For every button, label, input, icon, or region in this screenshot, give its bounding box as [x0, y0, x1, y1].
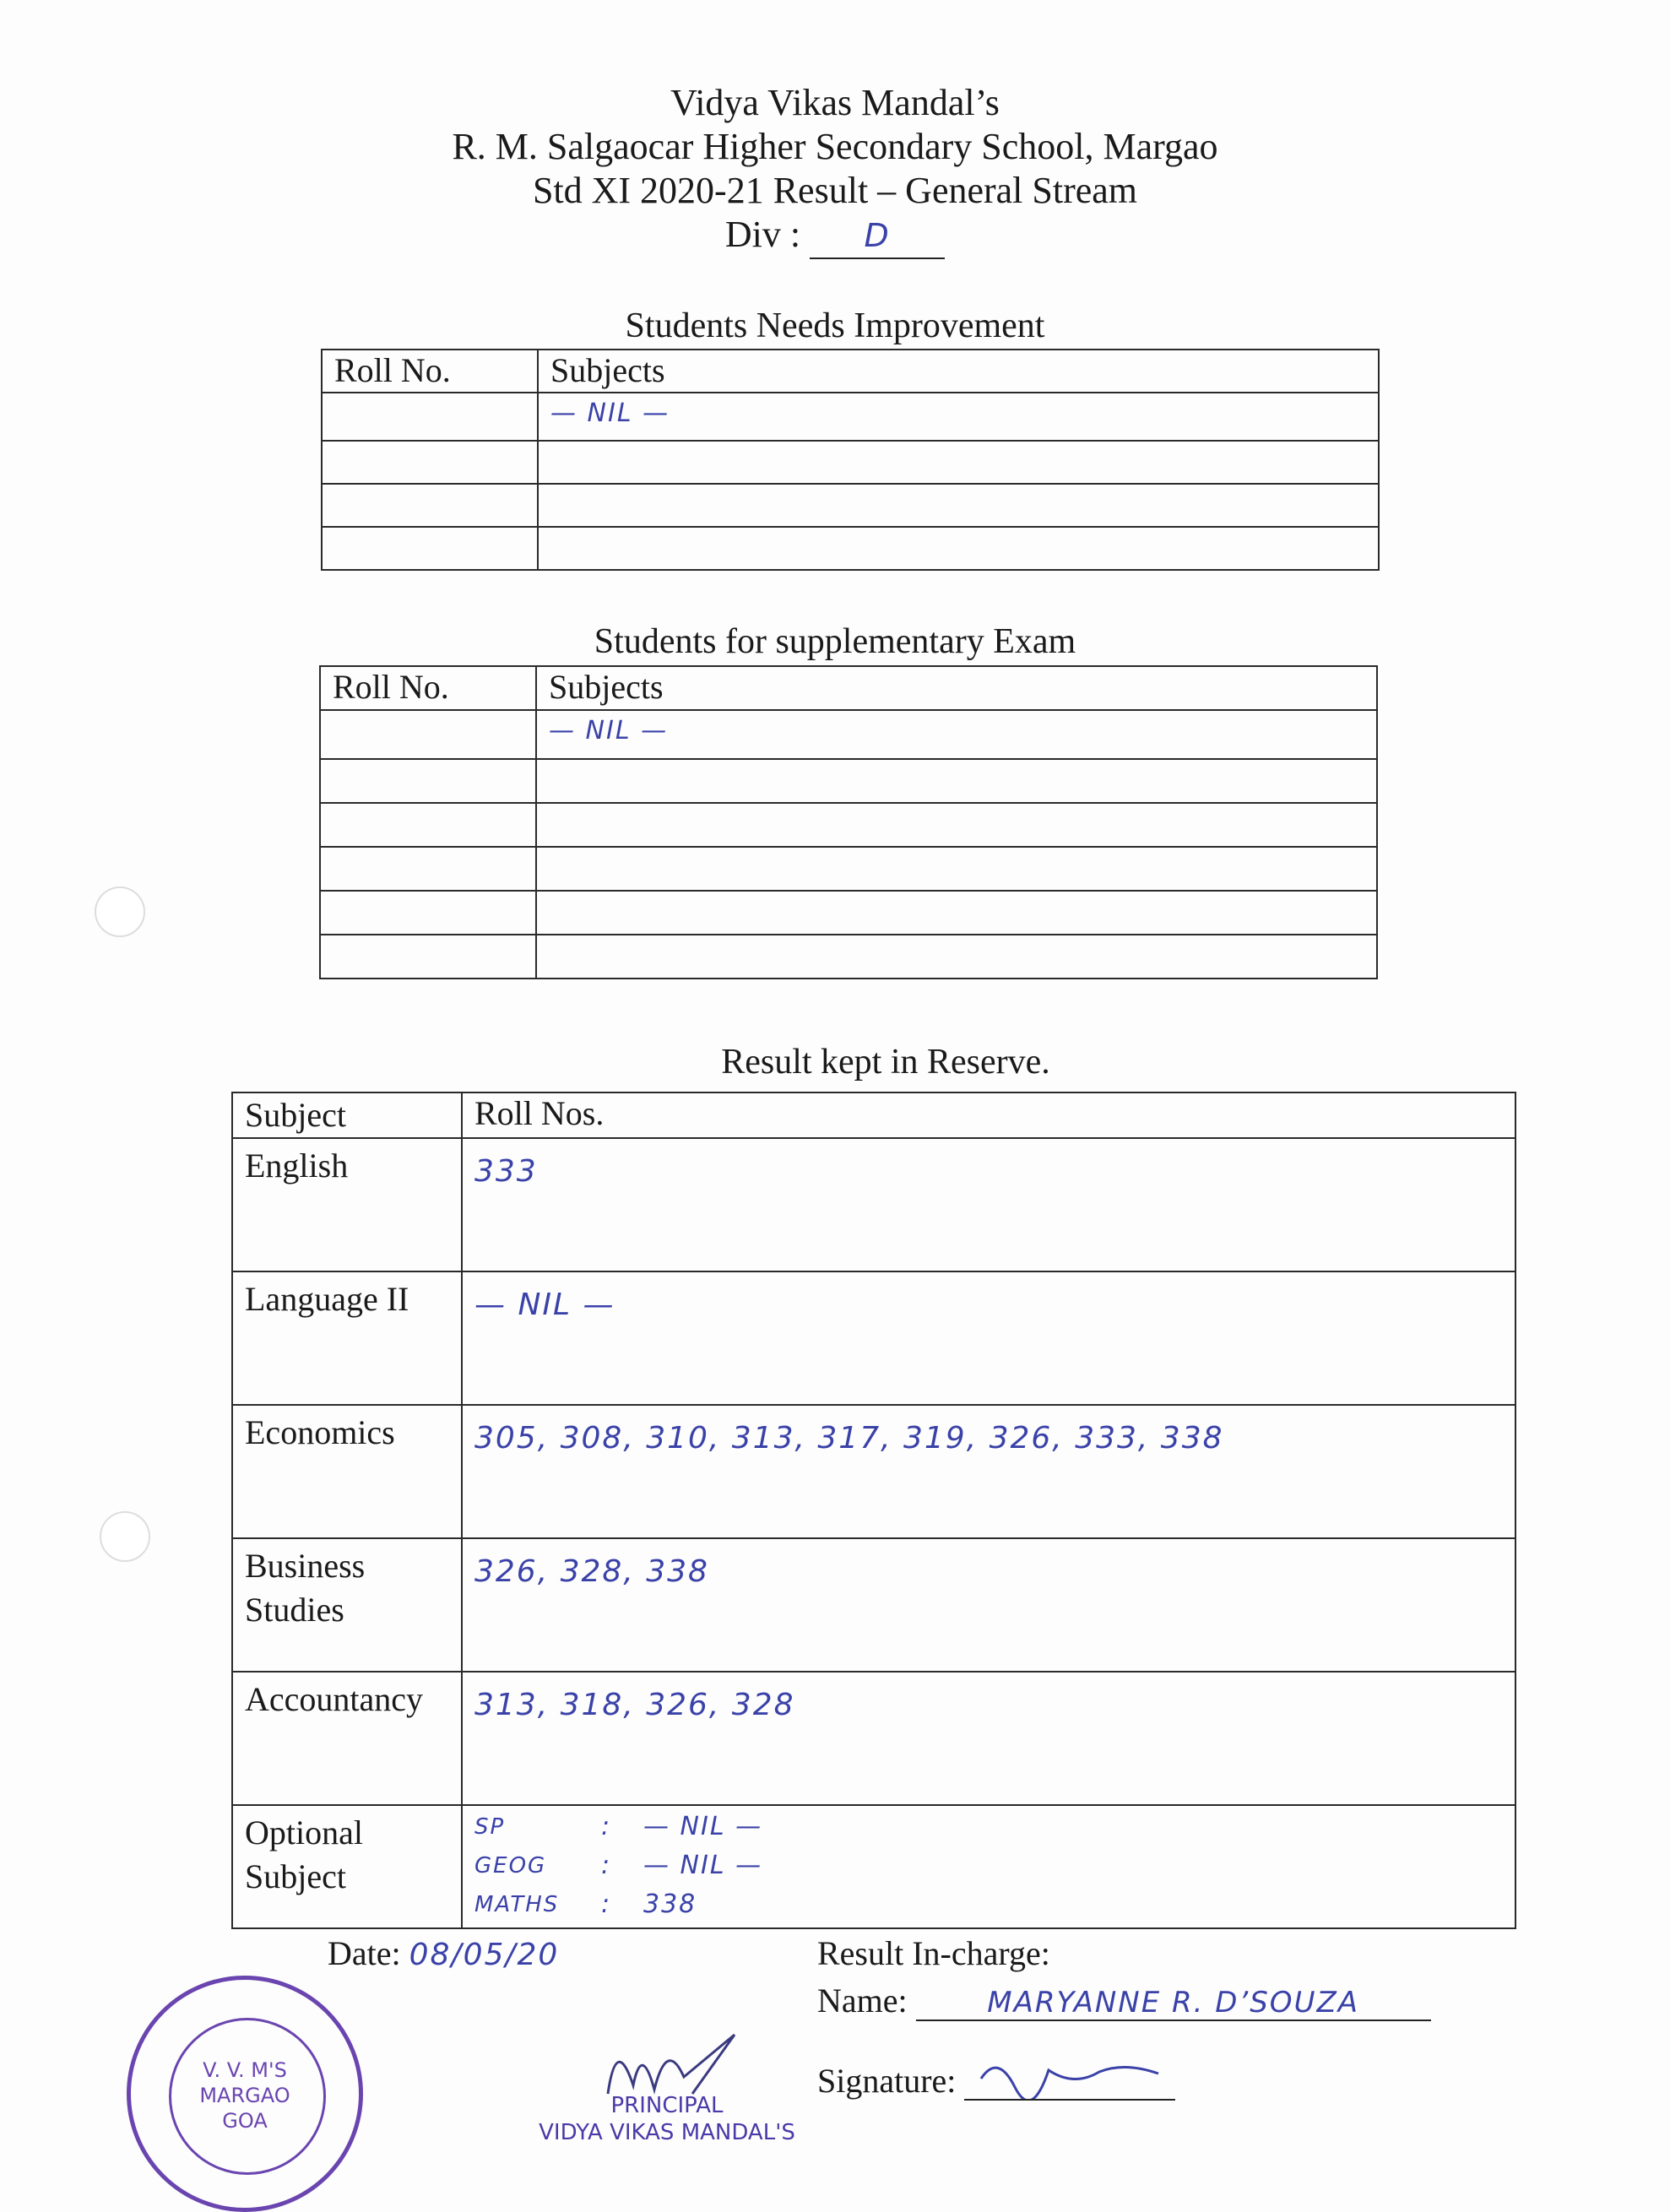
- optional-code: SP: [474, 1814, 506, 1840]
- subjects-cell: [538, 527, 1379, 570]
- document-header: [0, 81, 1670, 259]
- reserve-title: Result kept in Reserve.: [721, 1043, 1050, 1082]
- stamp-line: MARGAO: [199, 2084, 290, 2107]
- subjects-cell: [536, 759, 1377, 803]
- optional-row: [474, 1808, 1503, 1846]
- optional-row: [474, 1885, 1503, 1924]
- reserve-table: [231, 1092, 1516, 1929]
- col-subject: Subject: [232, 1092, 462, 1138]
- result-title: Std XI 2020-21 Result – General Stream: [532, 170, 1138, 211]
- optional-subjects-cell: [462, 1805, 1515, 1928]
- date-line: [328, 1933, 559, 1973]
- optional-sep: :: [601, 1889, 612, 1919]
- table-row: [232, 1271, 1515, 1405]
- subject-cell: Language II: [232, 1271, 462, 1405]
- subjects-cell: — NIL —: [536, 710, 1377, 759]
- subjects-cell: [538, 441, 1379, 484]
- subject-cell: English: [232, 1138, 462, 1271]
- date-label: Date:: [328, 1934, 401, 1972]
- col-roll-nos: Roll Nos.: [462, 1092, 1515, 1138]
- principal-block: [473, 2092, 861, 2146]
- supplementary-title: Students for supplementary Exam: [594, 622, 1076, 661]
- optional-value: — NIL —: [643, 1812, 763, 1841]
- subjects-cell: [538, 484, 1379, 527]
- roll-cell: [322, 484, 538, 527]
- subjects-cell: [536, 891, 1377, 935]
- name-value: MARYANNE R. D’SOUZA: [916, 1986, 1431, 2021]
- punch-hole-top: [95, 886, 145, 937]
- roll-cell: [320, 759, 536, 803]
- optional-code: MATHS: [474, 1892, 560, 1917]
- date-value: 08/05/20: [409, 1938, 560, 1972]
- table-row: [320, 759, 1377, 803]
- subjects-cell: [536, 847, 1377, 891]
- signature-label: Signature:: [817, 2062, 957, 2100]
- stamp-line: GOA: [222, 2109, 268, 2133]
- col-roll-no: Roll No.: [322, 350, 538, 393]
- roll-cell: [322, 393, 538, 441]
- improvement-table: [321, 349, 1380, 571]
- division-label: Div :: [724, 214, 801, 255]
- roll-cell: [322, 441, 538, 484]
- table-row: [322, 393, 1379, 441]
- table-row: [232, 1138, 1515, 1271]
- roll-cell: [320, 803, 536, 847]
- subjects-cell: — NIL —: [538, 393, 1379, 441]
- col-subjects: Subjects: [538, 350, 1379, 393]
- table-row: [320, 891, 1377, 935]
- subject-cell: Optional Subject: [232, 1805, 462, 1928]
- roll-cell: [320, 847, 536, 891]
- table-header-row: [322, 350, 1379, 393]
- subject-cell: Economics: [232, 1405, 462, 1538]
- optional-row: [474, 1846, 1503, 1885]
- roll-cell: [322, 527, 538, 570]
- roll-cell: [320, 935, 536, 979]
- stamp-line: V. V. M'S: [203, 2058, 287, 2082]
- table-row: [232, 1538, 1515, 1672]
- result-incharge-label: Result In-charge:: [817, 1934, 1050, 1972]
- subject-cell: Business Studies: [232, 1538, 462, 1672]
- optional-sep: :: [601, 1812, 612, 1841]
- subject-cell: Accountancy: [232, 1672, 462, 1805]
- division-value: D: [810, 214, 945, 259]
- optional-sep: :: [601, 1851, 612, 1880]
- optional-value: 338: [643, 1889, 697, 1919]
- name-line: [817, 1981, 1431, 2021]
- col-roll-no: Roll No.: [320, 666, 536, 710]
- roll-nos-cell: 326, 328, 338: [462, 1538, 1515, 1672]
- roll-nos-cell: — NIL —: [462, 1271, 1515, 1405]
- table-row: [320, 710, 1377, 759]
- principal-org: VIDYA VIKAS MANDAL'S: [539, 2120, 795, 2145]
- table-header-row: [320, 666, 1377, 710]
- table-header-row: [232, 1092, 1515, 1138]
- org-name: Vidya Vikas Mandal’s: [670, 82, 1000, 123]
- principal-title: PRINCIPAL: [610, 2093, 724, 2118]
- subjects-cell: [536, 935, 1377, 979]
- table-row: [232, 1405, 1515, 1538]
- table-row: [320, 847, 1377, 891]
- table-row: [322, 441, 1379, 484]
- roll-cell: [320, 891, 536, 935]
- roll-nos-cell: 313, 318, 326, 328: [462, 1672, 1515, 1805]
- division-line: [725, 213, 945, 259]
- table-row: [320, 935, 1377, 979]
- optional-code: GEOG: [474, 1853, 547, 1879]
- name-label: Name:: [817, 1982, 908, 2020]
- optional-value: — NIL —: [643, 1851, 763, 1880]
- roll-nos-cell: 305, 308, 310, 313, 317, 319, 326, 333, 338: [462, 1405, 1515, 1538]
- table-row: [320, 803, 1377, 847]
- roll-nos-cell: 333: [462, 1138, 1515, 1271]
- subjects-cell: [536, 803, 1377, 847]
- table-row: [322, 484, 1379, 527]
- school-name: R. M. Salgaocar Higher Secondary School, Margao: [452, 126, 1218, 167]
- table-row: [232, 1805, 1515, 1928]
- supplementary-table: [319, 665, 1378, 979]
- col-subjects: Subjects: [536, 666, 1377, 710]
- table-row: [232, 1672, 1515, 1805]
- roll-cell: [320, 710, 536, 759]
- signature-line: [817, 2053, 1175, 2101]
- table-row: [322, 527, 1379, 570]
- improvement-title: Students Needs Improvement: [625, 306, 1045, 345]
- signature-scribble: [964, 2053, 1175, 2101]
- school-seal-stamp: [127, 1976, 363, 2212]
- punch-hole-bottom: [100, 1511, 150, 1562]
